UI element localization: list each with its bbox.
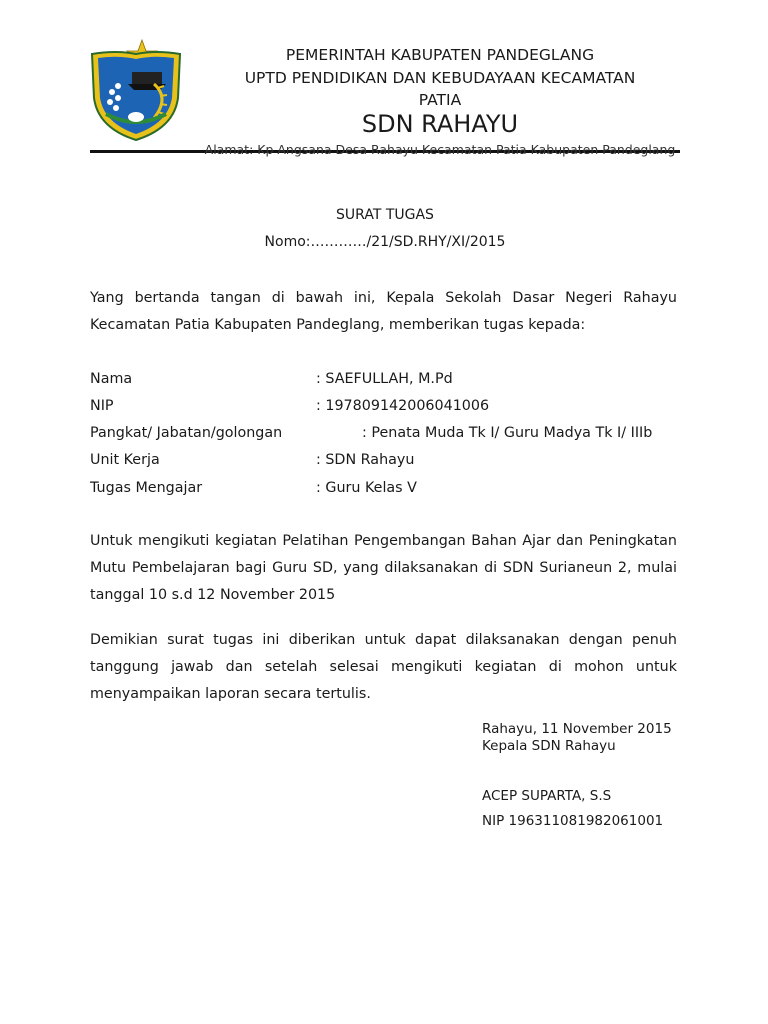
regency-emblem-icon: [88, 38, 184, 142]
field-value-nip: : 197809142006041006: [316, 398, 490, 414]
field-value-subject: : Guru Kelas V: [316, 480, 417, 496]
intro-paragraph: Yang bertanda tangan di bawah ini, Kepala Sekolah Dasar Negeri Rahayu Kecamatan Patia Kabupaten Pandeglang, memberikan tugas kepada:: [90, 290, 677, 333]
letter-number: Nomo:…………/21/SD.RHY/XI/2015: [264, 234, 506, 250]
government-name: PEMERINTAH KABUPATEN PANDEGLANG: [285, 46, 595, 64]
field-label-unit: Unit Kerja: [90, 452, 160, 468]
field-label-subject: Tugas Mengajar: [90, 480, 203, 496]
field-label-nip: NIP: [90, 398, 114, 414]
purpose-paragraph: Untuk mengikuti kegiatan Pelatihan Pengembangan Bahan Ajar dan Peningkatan Mutu Pembelajaran bagi Guru SD, yang dilaksanakan di SDN Surianeun 2, mulai tanggal 10 s.d 12 November 2015: [90, 533, 677, 603]
letter-title: SURAT TUGAS: [336, 207, 434, 223]
field-label-rank: Pangkat/ Jabatan/golongan: [90, 425, 283, 441]
district-name: PATIA: [418, 91, 462, 109]
field-value-rank: : Penata Muda Tk I/ Guru Madya Tk I/ IIIb: [362, 425, 653, 441]
field-value-name: : SAEFULLAH, M.Pd: [316, 371, 453, 387]
school-address: Alamat: Kp Angsana Desa Rahayu Kecamatan Patia Kabupaten Pandeglang: [204, 142, 676, 157]
signatory-name: ACEP SUPARTA, S.S: [482, 788, 612, 804]
signatory-nip: NIP 196311081982061001: [482, 813, 664, 829]
department-name: UPTD PENDIDIKAN DAN KEBUDAYAAN KECAMATAN: [244, 69, 636, 87]
closing-paragraph: Demikian surat tugas ini diberikan untuk dapat dilaksanakan dengan penuh tanggung jawab dan setelah selesai mengikuti kegiatan di mohon untuk menyampaikan laporan secara tertulis.: [90, 632, 677, 702]
school-name: SDN RAHAYU: [361, 110, 519, 138]
signature-position: Kepala SDN Rahayu: [482, 738, 616, 754]
field-label-name: Nama: [90, 371, 133, 387]
field-value-unit: : SDN Rahayu: [316, 452, 415, 468]
signature-place-date: Rahayu, 11 November 2015: [482, 721, 672, 737]
